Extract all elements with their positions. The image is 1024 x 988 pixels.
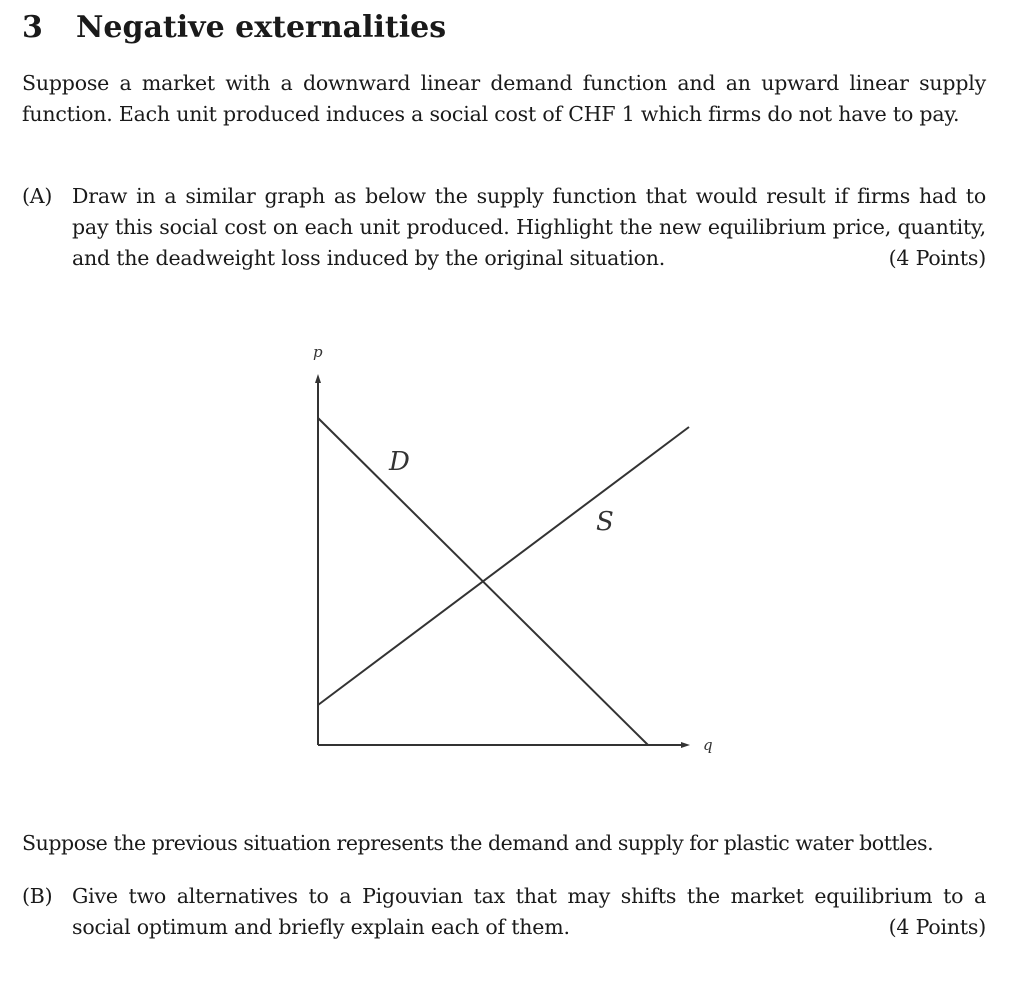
demand-label: D bbox=[389, 447, 410, 477]
section-title: Negative externalities bbox=[76, 10, 447, 45]
part-b-text: Give two alternatives to a Pigouvian tax that may shifts the market equilibrium to a social optimum and briefly explain each of them. bbox=[72, 884, 986, 939]
supply-label: S bbox=[596, 507, 614, 537]
price-axis-label: p bbox=[313, 343, 323, 361]
part-b-label: (B) bbox=[22, 884, 53, 908]
question-part-b bbox=[22, 881, 986, 943]
part-a-text: Draw in a similar graph as below the supply function that would result if firms had to pay this social cost on each unit produced. Highlight the new equilibrium price, quantity, and the deadweight loss induced by the original situation. bbox=[72, 184, 986, 270]
supply-curve bbox=[318, 427, 689, 705]
part-a-label: (A) bbox=[22, 184, 53, 208]
quantity-axis-label: q bbox=[703, 736, 713, 754]
part-a-points: (4 Points) bbox=[888, 246, 986, 270]
section-number: 3 bbox=[22, 10, 43, 45]
part-b-points: (4 Points) bbox=[888, 915, 986, 939]
quantity-axis-arrow bbox=[681, 742, 690, 748]
context-paragraph: Suppose the previous situation represents the demand and supply for plastic water bottles. bbox=[22, 831, 934, 855]
intro-paragraph: Suppose a market with a downward linear demand function and an upward linear supply function. Each unit produced induces a social cost of CHF 1 which firms do not have to pay. bbox=[22, 71, 986, 126]
price-axis-arrow bbox=[315, 374, 321, 383]
part-b-body bbox=[72, 881, 986, 943]
